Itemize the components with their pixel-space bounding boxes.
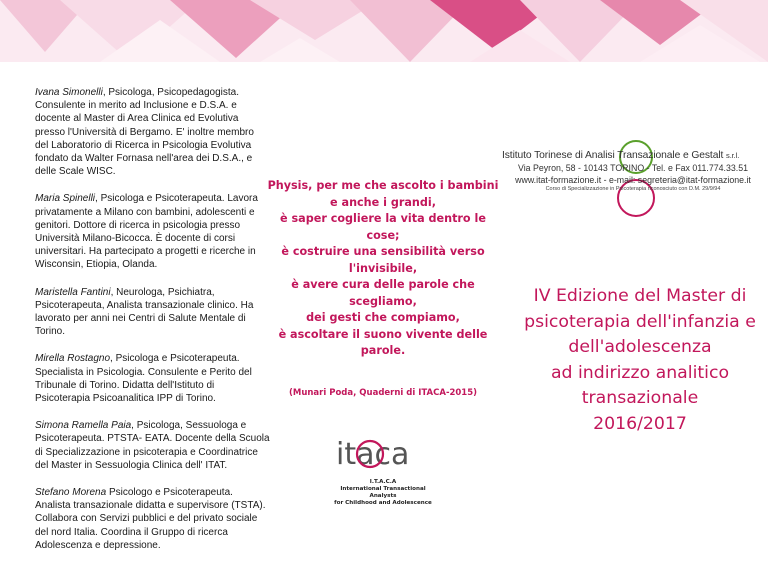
bio-name: Ivana Simonelli — [35, 87, 103, 98]
quote-line: Physis, per me che ascolto i bambini — [267, 179, 499, 192]
bio-name: Maristella Fantini — [35, 286, 111, 298]
institute-note: Corso di Specializzazione in Psicoterapia riconosciuto con D.M. 29/9/94 — [545, 186, 721, 192]
quote-block — [262, 178, 504, 398]
quote-line: dei gesti che compiamo, — [306, 311, 460, 324]
bio-name: Maria Spinelli — [35, 193, 96, 205]
institute-name — [502, 150, 764, 161]
master-title — [520, 284, 760, 438]
itaca-caption-line: for Childhood and Adolescence — [334, 500, 432, 506]
itaca-caption — [328, 479, 438, 507]
bio-text: , Psicologa, Psicopedagogista. Consulente in merito ad Inclusione e D.S.A. e docente al Master di Area Clinica ed Evolutiva presso l'Università di Bergamo. E' inoltre membro del Laboratorio di Ricerca in Psicologia Evolutiva fondato da Walter Fornasa nell'area dei D.S.A., e delle Scale WISC. — [35, 87, 254, 178]
bio-text: , Psicologa e Psicoterapeuta. Lavora privatamente a Milano con bambini, adolescenti e genitori. Dottore di ricerca in psicologia presso Università Milano-Bicocca. È docente di corsi universitari. Ha partecipato a progetti e ricerche in Wisconsin, Etiopia, Olanda. — [35, 193, 258, 271]
quote-line: è avere cura delle parole che scegliamo, — [291, 278, 475, 308]
bio-text: Psicologo e Psicoterapeuta. Analista transazionale didatta e supervisore (TSTA). Collabora con Servizi pubblici e del privato sociale del nord Italia. Coordina il Gruppo di ricerca Adolescenza e depressione. — [35, 487, 266, 551]
title-line: dell'adolescenza — [568, 337, 712, 358]
institute-address: Via Peyron, 58 - 10143 TORINO - Tel. e Fax 011.774.33.51 — [518, 163, 748, 173]
bio-simona-ramella-paia — [35, 419, 270, 472]
decorative-banner — [0, 0, 768, 62]
bio-text: , Neurologa, Psichiatra, Psicoterapeuta, Analista transazionale clinico. Ha lavorato per anni nei Centri di Salute Mentale di Torino. — [35, 286, 254, 338]
itaca-logo-text: itaca — [336, 437, 410, 472]
institute-name-text: Istituto Torinese di Analisi Transazionale e Gestalt — [502, 150, 724, 161]
itaca-logo — [328, 432, 438, 507]
title-line: psicoterapia dell'infanzia e — [524, 311, 756, 332]
bio-stefano-morena — [35, 486, 270, 552]
institute-info — [502, 150, 764, 192]
bio-name: Mirella Rostagno — [35, 353, 111, 365]
quote-line: è ascoltare il suono vivente delle parole. — [278, 327, 488, 357]
quote-line: e anche i grandi, — [330, 195, 436, 209]
bio-maristella-fantini — [35, 286, 270, 339]
itaca-caption-line: International Transactional Analysts — [340, 486, 426, 499]
quote-line: è costruire una sensibilità verso l'invisibile, — [281, 245, 485, 275]
title-line: IV Edizione del Master di — [533, 286, 747, 306]
title-line: 2016/2017 — [593, 413, 687, 434]
institute-suffix: s.r.l. — [726, 151, 740, 160]
bio-maria-spinelli — [35, 192, 270, 271]
title-line: ad indirizzo analitico — [550, 362, 730, 383]
faculty-bios — [35, 86, 270, 566]
bio-text: , Psicologa, Sessuologa e Psicoterapeuta. PTSTA- EATA. Docente della Scuola di Specializzazione in psicoterapia e Coordinatrice del Master in Sessuologia Clinica dell' ITAT. — [35, 420, 270, 471]
bio-name: Simona Ramella Paia — [35, 420, 132, 432]
itaca-logo-mark — [328, 432, 438, 474]
institute-web: www.itat-formazione.it - e-mail: segreteria@itat-formazione.it — [515, 175, 751, 185]
quote-text — [262, 178, 504, 360]
quote-citation: (Munari Poda, Quaderni di ITACA-2015) — [288, 387, 478, 398]
bio-text: , Psicologa e Psicoterapeuta. Specialista in Psicologia. Consulente e Perito del Tribunale di Torino. Didatta dell'Istituto di Psicoterapia Psicoanalitica IPP di Torino. — [35, 353, 252, 405]
bio-name: Stefano Morena — [35, 487, 107, 499]
title-line: transazionale — [581, 388, 699, 409]
quote-line: è saper cogliere la vita dentro le cose; — [280, 212, 486, 242]
itaca-caption-line: I.T.A.C.A — [369, 479, 397, 485]
bio-mirella-rostagno — [35, 352, 270, 405]
bio-ivana-simonelli — [35, 86, 270, 178]
